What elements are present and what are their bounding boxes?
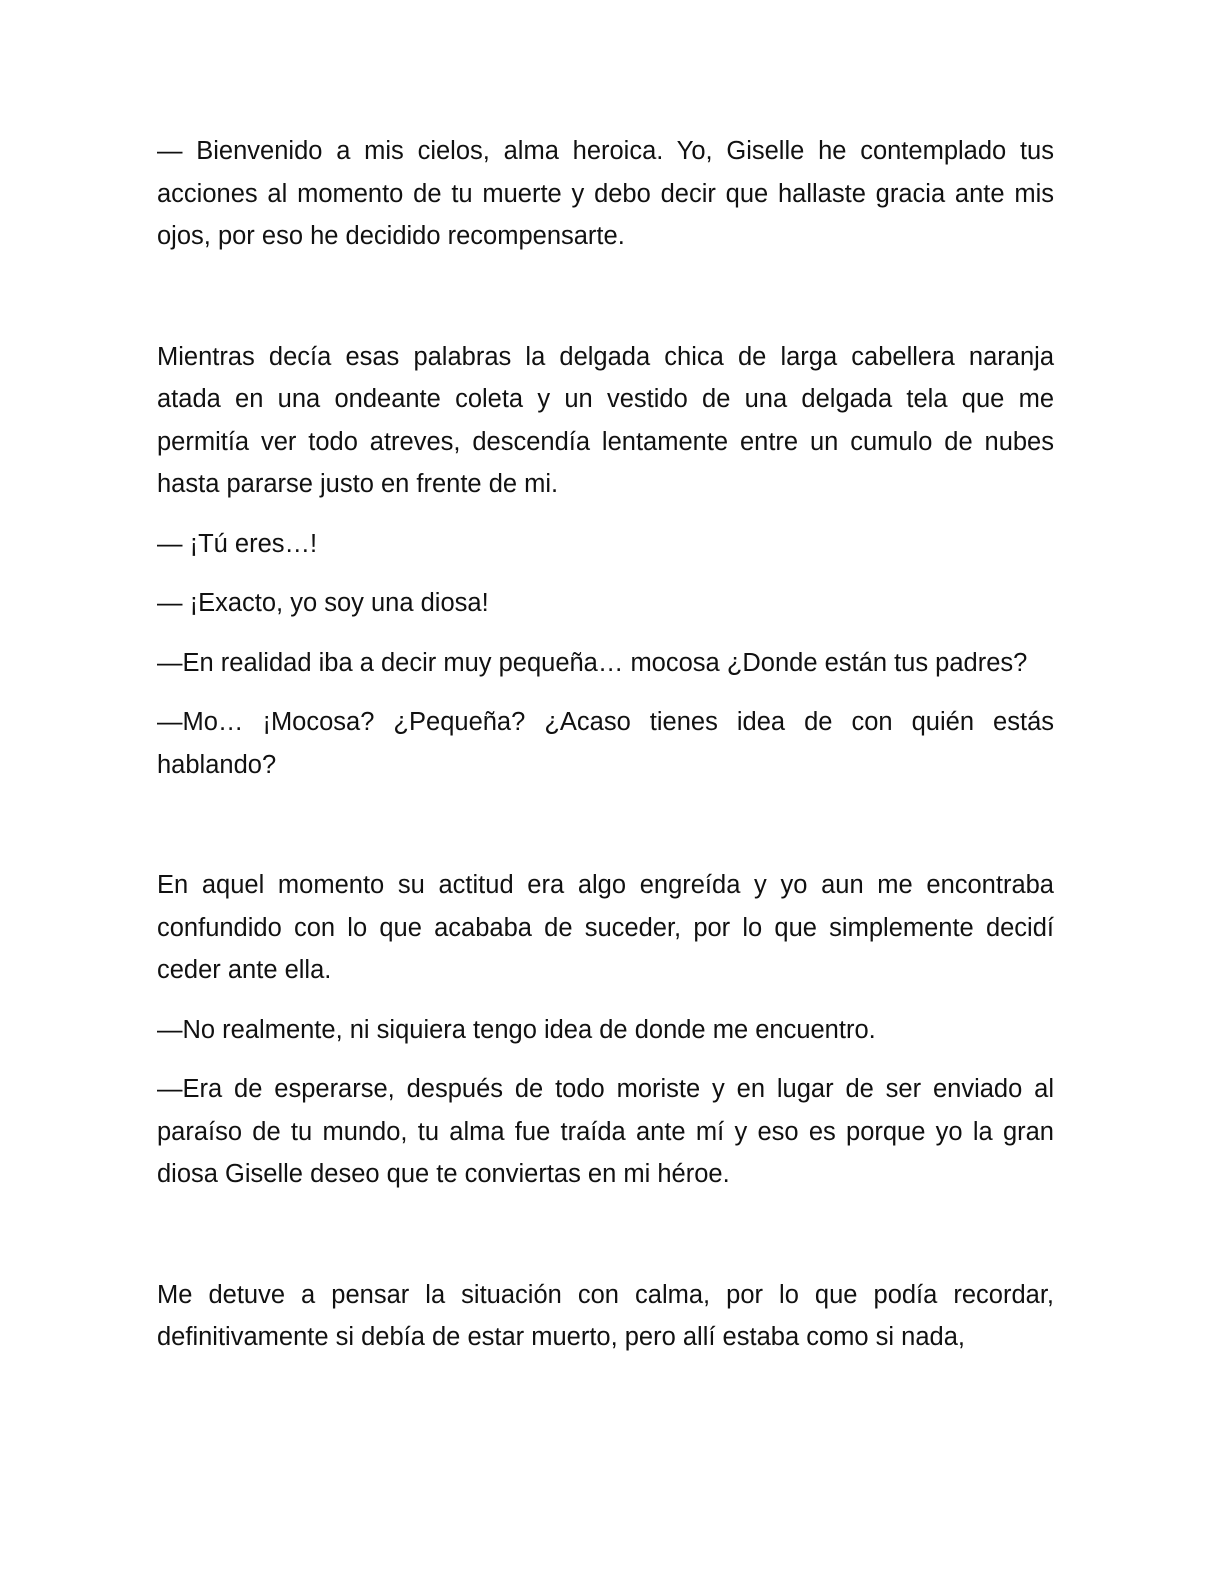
dialogue-line: —No realmente, ni siquiera tengo idea de donde me encuentro. (157, 1015, 876, 1044)
document-page (157, 130, 1054, 1359)
paragraph-narration: En aquel momento su actitud era algo engreída y yo aun me encontraba confundido con lo que acababa de suceder, por lo que simplemente decidí ceder ante ella. (157, 871, 1054, 984)
dialogue-line: —Mo… ¡Mocosa? ¿Pequeña? ¿Acaso tienes idea de con quién estás hablando? (157, 708, 1054, 779)
dialogue-line: — ¡Exacto, yo soy una diosa! (157, 589, 489, 617)
dialogue-line: —Era de esperarse, después de todo moriste y en lugar de ser enviado al paraíso de tu mundo, tu alma fue traída ante mí y eso es porque yo la gran diosa Giselle deseo que te conviertas en mi héroe. (157, 1075, 1054, 1188)
dialogue-line: —En realidad iba a decir muy pequeña… mocosa ¿Donde están tus padres? (157, 648, 1028, 677)
paragraph-description: Mientras decía esas palabras la delgada chica de larga cabellera naranja atada en una ondeante coleta y un vestido de una delgada tela que me permitía ver todo atreves, descendía lentamente entre un cumulo de nubes hasta pararse justo en frente de mi. (157, 342, 1054, 498)
dialogue-line: — ¡Tú eres…! (157, 529, 318, 558)
paragraph-welcome: — Bienvenido a mis cielos, alma heroica. Yo, Giselle he contemplado tus acciones al momento de tu muerte y debo decir que hallaste gracia ante mis ojos, por eso he decidido recompensarte. (157, 137, 1054, 250)
paragraph-narration: Me detuve a pensar la situación con calma, por lo que podía recordar, definitivamente si debía de estar muerto, pero allí estaba como si nada, (157, 1280, 1054, 1351)
